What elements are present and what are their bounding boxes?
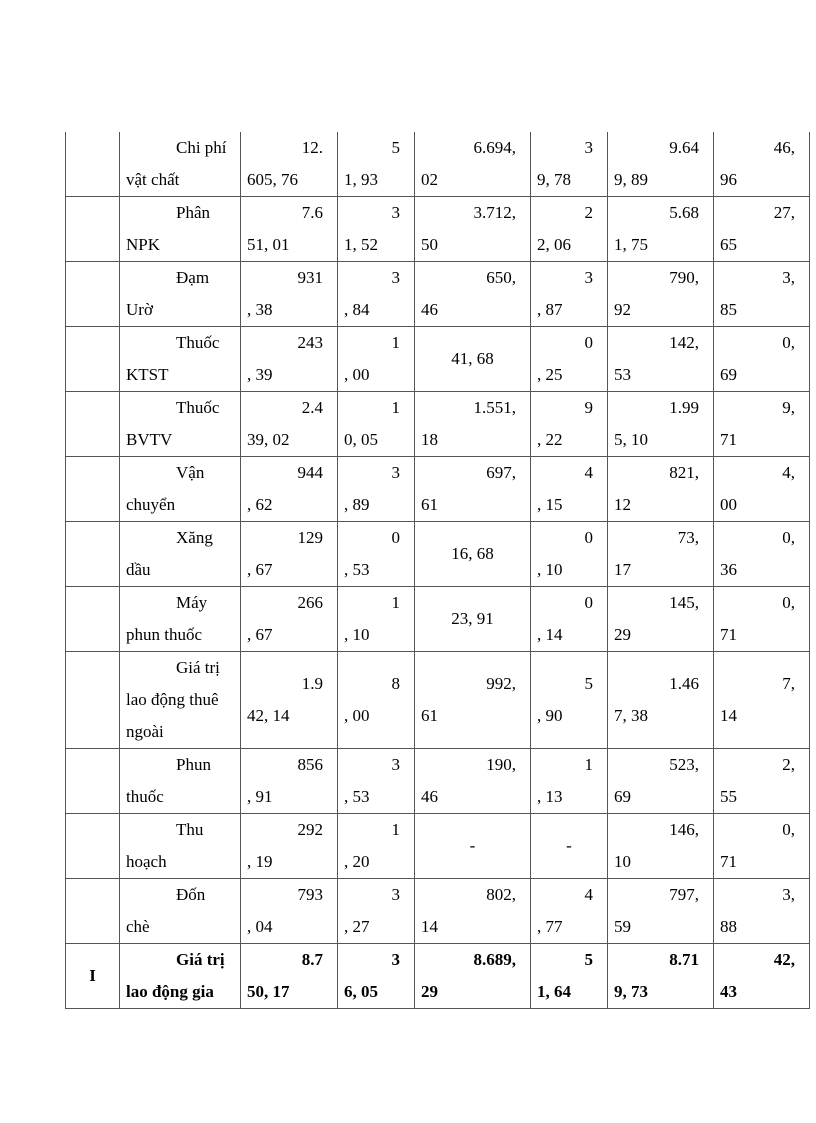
value-cell-c4-line: , 22 <box>537 430 563 449</box>
value-cell-c6-line: 0, <box>782 820 795 839</box>
value-cell-c3-line: 6.694, <box>473 138 516 157</box>
value-cell-c1-line: 50, 17 <box>247 982 290 1001</box>
row-label-cell-line: Xăng <box>176 528 213 547</box>
table-row <box>66 652 810 749</box>
value-cell-c2-line: 0 <box>391 528 400 547</box>
value-cell-c4 <box>531 814 608 879</box>
row-label-cell <box>120 327 241 392</box>
value-cell-c4-line: 9 <box>584 398 593 417</box>
value-cell-c5-line: 73, <box>677 528 699 547</box>
value-cell-c5 <box>608 814 714 879</box>
value-cell-c4 <box>531 587 608 652</box>
value-cell-c2-line: 1 <box>391 593 400 612</box>
row-label-cell-line: Giá trị <box>176 658 220 677</box>
table-row <box>66 587 810 652</box>
table-row <box>66 944 810 1009</box>
value-cell-c1 <box>241 262 338 327</box>
value-cell-c5-line: 142, <box>669 333 699 352</box>
value-cell-c4 <box>531 327 608 392</box>
value-cell-c3-line: 41, 68 <box>451 349 494 368</box>
value-cell-c3-line: 61 <box>421 706 438 725</box>
value-cell-c6-line: 0, <box>782 593 795 612</box>
value-cell-c6 <box>714 392 810 457</box>
value-cell-c5-line: 92 <box>614 300 631 319</box>
value-cell-c5-line: 59 <box>614 917 631 936</box>
table-body <box>66 132 810 1009</box>
value-cell-c2 <box>338 132 415 197</box>
value-cell-c4 <box>531 132 608 197</box>
value-cell-c5-line: 12 <box>614 495 631 514</box>
value-cell-c4 <box>531 457 608 522</box>
value-cell-c6 <box>714 132 810 197</box>
value-cell-c3 <box>415 944 531 1009</box>
row-label-cell <box>120 522 241 587</box>
value-cell-c2 <box>338 879 415 944</box>
row-index-cell <box>66 587 120 652</box>
value-cell-c6-line: 71 <box>720 430 737 449</box>
table-row <box>66 522 810 587</box>
value-cell-c2-line: , 00 <box>344 706 370 725</box>
value-cell-c3 <box>415 327 531 392</box>
value-cell-c2-line: , 89 <box>344 495 370 514</box>
row-index-cell <box>66 652 120 749</box>
value-cell-c4 <box>531 262 608 327</box>
value-cell-c2 <box>338 262 415 327</box>
value-cell-c6-line: 7, <box>782 674 795 693</box>
value-cell-c6-line: 3, <box>782 268 795 287</box>
row-index-cell <box>66 327 120 392</box>
value-cell-c2 <box>338 392 415 457</box>
row-label-cell <box>120 197 241 262</box>
value-cell-c3-line: 46 <box>421 787 438 806</box>
value-cell-c3-line: 18 <box>421 430 438 449</box>
value-cell-c1-line: 944 <box>297 463 323 482</box>
row-index-cell <box>66 749 120 814</box>
value-cell-c4-line: , 14 <box>537 625 563 644</box>
value-cell-c3 <box>415 814 531 879</box>
value-cell-c4-line: , 15 <box>537 495 563 514</box>
value-cell-c2-line: 8 <box>391 674 400 693</box>
value-cell-c4-line: , 87 <box>537 300 563 319</box>
value-cell-c6-line: 71 <box>720 625 737 644</box>
value-cell-c5-line: 1.46 <box>669 674 699 693</box>
value-cell-c5-line: 5, 10 <box>614 430 648 449</box>
value-cell-c6-line: 42, <box>773 950 795 969</box>
value-cell-c2-line: 3 <box>391 950 400 969</box>
value-cell-c1-line: , 39 <box>247 365 273 384</box>
value-cell-c4-line: 3 <box>584 268 593 287</box>
row-label-cell-line: Chi phí <box>176 138 227 157</box>
table-row <box>66 197 810 262</box>
value-cell-c4-line: 1, 64 <box>537 982 571 1001</box>
value-cell-c6 <box>714 944 810 1009</box>
value-cell-c3-line: 14 <box>421 917 438 936</box>
value-cell-c5 <box>608 457 714 522</box>
row-label-cell <box>120 457 241 522</box>
row-index-cell <box>66 879 120 944</box>
value-cell-c2 <box>338 327 415 392</box>
value-cell-c1-line: 51, 01 <box>247 235 290 254</box>
row-label-cell <box>120 879 241 944</box>
value-cell-c1 <box>241 197 338 262</box>
value-cell-c6 <box>714 879 810 944</box>
value-cell-c4-line: - <box>566 836 572 855</box>
value-cell-c1-line: , 38 <box>247 300 273 319</box>
value-cell-c2-line: , 27 <box>344 917 370 936</box>
value-cell-c5-line: 17 <box>614 560 631 579</box>
value-cell-c2 <box>338 652 415 749</box>
value-cell-c1 <box>241 814 338 879</box>
value-cell-c3-line: 29 <box>421 982 438 1001</box>
value-cell-c5-line: 7, 38 <box>614 706 648 725</box>
value-cell-c5-line: 8.71 <box>669 950 699 969</box>
row-label-cell-line: BVTV <box>126 430 173 449</box>
value-cell-c3-line: 8.689, <box>473 950 516 969</box>
value-cell-c4-line: 4 <box>584 885 593 904</box>
value-cell-c6-line: 65 <box>720 235 737 254</box>
value-cell-c4 <box>531 749 608 814</box>
value-cell-c1-line: 243 <box>297 333 323 352</box>
row-index-cell: I <box>66 944 120 1009</box>
value-cell-c3-line: 190, <box>486 755 516 774</box>
value-cell-c2-line: , 53 <box>344 787 370 806</box>
value-cell-c3 <box>415 392 531 457</box>
value-cell-c1-line: , 62 <box>247 495 273 514</box>
value-cell-c6-line: 0, <box>782 528 795 547</box>
value-cell-c6 <box>714 749 810 814</box>
row-label-cell-line: ngoài <box>126 722 164 741</box>
value-cell-c1 <box>241 522 338 587</box>
value-cell-c3-line: 1.551, <box>473 398 516 417</box>
value-cell-c5-line: 797, <box>669 885 699 904</box>
value-cell-c5 <box>608 392 714 457</box>
value-cell-c5 <box>608 197 714 262</box>
table-row <box>66 132 810 197</box>
row-label-cell <box>120 652 241 749</box>
value-cell-c3 <box>415 652 531 749</box>
value-cell-c2-line: , 53 <box>344 560 370 579</box>
value-cell-c6 <box>714 652 810 749</box>
value-cell-c6-line: 46, <box>773 138 795 157</box>
value-cell-c1-line: 8.7 <box>301 950 323 969</box>
value-cell-c4-line: 0 <box>584 528 593 547</box>
value-cell-c6-line: 96 <box>720 170 737 189</box>
value-cell-c1 <box>241 879 338 944</box>
value-cell-c5 <box>608 652 714 749</box>
value-cell-c6 <box>714 457 810 522</box>
value-cell-c2-line: 3 <box>391 755 400 774</box>
row-label-cell-line: Urờ <box>126 300 153 319</box>
value-cell-c3-line: 697, <box>486 463 516 482</box>
row-label-cell <box>120 944 241 1009</box>
value-cell-c2-line: , 10 <box>344 625 370 644</box>
value-cell-c5 <box>608 587 714 652</box>
value-cell-c1 <box>241 587 338 652</box>
value-cell-c3-line: 650, <box>486 268 516 287</box>
value-cell-c2-line: 1 <box>391 820 400 839</box>
row-index-cell <box>66 132 120 197</box>
value-cell-c6-line: 9, <box>782 398 795 417</box>
value-cell-c2-line: , 84 <box>344 300 370 319</box>
value-cell-c2-line: 3 <box>391 268 400 287</box>
value-cell-c5 <box>608 327 714 392</box>
value-cell-c4 <box>531 944 608 1009</box>
value-cell-c4-line: , 10 <box>537 560 563 579</box>
value-cell-c3 <box>415 522 531 587</box>
row-label-cell-line: Phun <box>176 755 211 774</box>
value-cell-c6 <box>714 522 810 587</box>
value-cell-c4-line: 0 <box>584 593 593 612</box>
value-cell-c6-line: 71 <box>720 852 737 871</box>
value-cell-c1 <box>241 652 338 749</box>
value-cell-c4-line: 3 <box>584 138 593 157</box>
value-cell-c3-line: 02 <box>421 170 438 189</box>
value-cell-c1-line: 266 <box>297 593 323 612</box>
value-cell-c1-line: , 67 <box>247 625 273 644</box>
value-cell-c6-line: 55 <box>720 787 737 806</box>
value-cell-c3-line: 16, 68 <box>451 544 494 563</box>
value-cell-c1 <box>241 457 338 522</box>
value-cell-c1-line: 292 <box>297 820 323 839</box>
value-cell-c3 <box>415 457 531 522</box>
row-label-cell <box>120 132 241 197</box>
value-cell-c1 <box>241 749 338 814</box>
value-cell-c3 <box>415 197 531 262</box>
table-row <box>66 327 810 392</box>
row-label-cell-line: KTST <box>126 365 169 384</box>
value-cell-c3 <box>415 749 531 814</box>
value-cell-c6-line: 69 <box>720 365 737 384</box>
value-cell-c2-line: 1, 52 <box>344 235 378 254</box>
value-cell-c5 <box>608 132 714 197</box>
value-cell-c6 <box>714 814 810 879</box>
value-cell-c4-line: 0 <box>584 333 593 352</box>
value-cell-c4 <box>531 652 608 749</box>
table-row <box>66 262 810 327</box>
value-cell-c2-line: 6, 05 <box>344 982 378 1001</box>
value-cell-c1-line: 793 <box>297 885 323 904</box>
value-cell-c5-line: 821, <box>669 463 699 482</box>
value-cell-c3-line: 46 <box>421 300 438 319</box>
row-label-cell-line: phun thuốc <box>126 625 203 644</box>
table-row <box>66 814 810 879</box>
data-table <box>65 132 810 1009</box>
row-label-cell-line: hoạch <box>126 852 167 871</box>
value-cell-c4-line: , 25 <box>537 365 563 384</box>
value-cell-c1-line: 12. <box>301 138 323 157</box>
value-cell-c3-line: 61 <box>421 495 438 514</box>
table-row <box>66 392 810 457</box>
row-label-cell-line: Thuốc <box>176 398 220 417</box>
row-label-cell-line: Phân <box>176 203 210 222</box>
value-cell-c1-line: 7.6 <box>301 203 323 222</box>
value-cell-c2 <box>338 197 415 262</box>
value-cell-c6-line: 00 <box>720 495 737 514</box>
value-cell-c1-line: 605, 76 <box>247 170 298 189</box>
value-cell-c6-line: 88 <box>720 917 737 936</box>
value-cell-c2 <box>338 457 415 522</box>
row-label-cell <box>120 587 241 652</box>
value-cell-c1 <box>241 944 338 1009</box>
value-cell-c5-line: 9.64 <box>669 138 699 157</box>
value-cell-c4-line: , 13 <box>537 787 563 806</box>
value-cell-c1-line: 129 <box>297 528 323 547</box>
value-cell-c5-line: 29 <box>614 625 631 644</box>
row-index-cell <box>66 197 120 262</box>
value-cell-c2-line: 3 <box>391 203 400 222</box>
table-row <box>66 879 810 944</box>
value-cell-c4 <box>531 197 608 262</box>
row-label-cell-line: Máy <box>176 593 208 612</box>
table-row <box>66 749 810 814</box>
value-cell-c1-line: , 91 <box>247 787 273 806</box>
value-cell-c6-line: 14 <box>720 706 737 725</box>
value-cell-c1-line: 2.4 <box>301 398 323 417</box>
value-cell-c5-line: 1, 75 <box>614 235 648 254</box>
row-label-cell-line: Đốn <box>176 885 206 904</box>
value-cell-c6-line: 0, <box>782 333 795 352</box>
row-label-cell-line: Thuốc <box>176 333 220 352</box>
row-label-cell-line: Vận <box>176 463 205 482</box>
value-cell-c5-line: 523, <box>669 755 699 774</box>
value-cell-c2-line: 1, 93 <box>344 170 378 189</box>
row-index-cell <box>66 457 120 522</box>
value-cell-c5-line: 9, 89 <box>614 170 648 189</box>
value-cell-c6-line: 36 <box>720 560 737 579</box>
value-cell-c2-line: , 00 <box>344 365 370 384</box>
value-cell-c2-line: , 20 <box>344 852 370 871</box>
value-cell-c5-line: 53 <box>614 365 631 384</box>
value-cell-c2-line: 3 <box>391 463 400 482</box>
value-cell-c3-line: 50 <box>421 235 438 254</box>
value-cell-c2 <box>338 814 415 879</box>
value-cell-c1-line: 39, 02 <box>247 430 290 449</box>
value-cell-c5 <box>608 522 714 587</box>
value-cell-c1 <box>241 132 338 197</box>
value-cell-c3 <box>415 879 531 944</box>
value-cell-c4 <box>531 879 608 944</box>
value-cell-c4-line: , 77 <box>537 917 563 936</box>
value-cell-c2 <box>338 944 415 1009</box>
value-cell-c5-line: 790, <box>669 268 699 287</box>
value-cell-c2-line: 3 <box>391 885 400 904</box>
value-cell-c4-line: 9, 78 <box>537 170 571 189</box>
value-cell-c4-line: 2 <box>584 203 593 222</box>
value-cell-c1-line: 42, 14 <box>247 706 290 725</box>
row-label-cell <box>120 262 241 327</box>
row-label-cell-line: Đạm <box>176 268 210 287</box>
value-cell-c6 <box>714 262 810 327</box>
row-index-cell <box>66 814 120 879</box>
value-cell-c5-line: 5.68 <box>669 203 699 222</box>
value-cell-c6-line: 3, <box>782 885 795 904</box>
value-cell-c1-line: 931 <box>297 268 323 287</box>
value-cell-c6-line: 27, <box>773 203 795 222</box>
value-cell-c3-line: 3.712, <box>473 203 516 222</box>
row-label-cell-line: vật chất <box>126 170 180 189</box>
value-cell-c5-line: 69 <box>614 787 631 806</box>
value-cell-c3-line: 23, 91 <box>451 609 494 628</box>
value-cell-c6 <box>714 197 810 262</box>
value-cell-c6 <box>714 587 810 652</box>
row-label-cell-line: NPK <box>126 235 161 254</box>
row-index-cell <box>66 262 120 327</box>
value-cell-c2 <box>338 522 415 587</box>
value-cell-c5-line: 9, 73 <box>614 982 648 1001</box>
row-index-cell <box>66 392 120 457</box>
value-cell-c5-line: 145, <box>669 593 699 612</box>
value-cell-c5 <box>608 879 714 944</box>
value-cell-c1 <box>241 327 338 392</box>
value-cell-c1 <box>241 392 338 457</box>
value-cell-c4-line: 1 <box>584 755 593 774</box>
value-cell-c5 <box>608 262 714 327</box>
row-label-cell-line: dầu <box>126 560 151 579</box>
value-cell-c3 <box>415 262 531 327</box>
row-index-cell <box>66 522 120 587</box>
value-cell-c3-line: 992, <box>486 674 516 693</box>
row-label-cell-line: chuyển <box>126 495 176 514</box>
row-label-cell-line: Giá trị <box>176 950 225 969</box>
value-cell-c4 <box>531 392 608 457</box>
value-cell-c2 <box>338 587 415 652</box>
value-cell-c6-line: 4, <box>782 463 795 482</box>
value-cell-c5 <box>608 749 714 814</box>
value-cell-c3-line: - <box>469 836 476 855</box>
value-cell-c3 <box>415 587 531 652</box>
value-cell-c4-line: , 90 <box>537 706 563 725</box>
value-cell-c5-line: 10 <box>614 852 631 871</box>
value-cell-c4-line: 5 <box>584 950 593 969</box>
value-cell-c2 <box>338 749 415 814</box>
row-label-cell <box>120 392 241 457</box>
value-cell-c2-line: 1 <box>391 333 400 352</box>
row-label-cell-line: lao động thuê <box>126 690 219 709</box>
value-cell-c1-line: , 67 <box>247 560 273 579</box>
value-cell-c6-line: 85 <box>720 300 737 319</box>
value-cell-c1-line: , 19 <box>247 852 273 871</box>
value-cell-c2-line: 1 <box>391 398 400 417</box>
value-cell-c6 <box>714 327 810 392</box>
value-cell-c3-line: 802, <box>486 885 516 904</box>
value-cell-c1-line: , 04 <box>247 917 273 936</box>
value-cell-c5 <box>608 944 714 1009</box>
row-label-cell <box>120 749 241 814</box>
row-label-cell-line: Thu <box>176 820 204 839</box>
value-cell-c5-line: 146, <box>669 820 699 839</box>
row-label-cell-line: chè <box>126 917 150 936</box>
value-cell-c2-line: 0, 05 <box>344 430 378 449</box>
value-cell-c6-line: 43 <box>720 982 737 1001</box>
value-cell-c4-line: 4 <box>584 463 593 482</box>
row-label-cell <box>120 814 241 879</box>
row-label-cell-line: thuốc <box>126 787 164 806</box>
value-cell-c3 <box>415 132 531 197</box>
value-cell-c2-line: 5 <box>391 138 400 157</box>
value-cell-c4-line: 5 <box>584 674 593 693</box>
value-cell-c5-line: 1.99 <box>669 398 699 417</box>
value-cell-c4-line: 2, 06 <box>537 235 571 254</box>
value-cell-c6-line: 2, <box>782 755 795 774</box>
value-cell-c1-line: 856 <box>297 755 323 774</box>
table-row <box>66 457 810 522</box>
value-cell-c1-line: 1.9 <box>301 674 323 693</box>
row-label-cell-line: lao động gia <box>126 982 214 1001</box>
value-cell-c4 <box>531 522 608 587</box>
